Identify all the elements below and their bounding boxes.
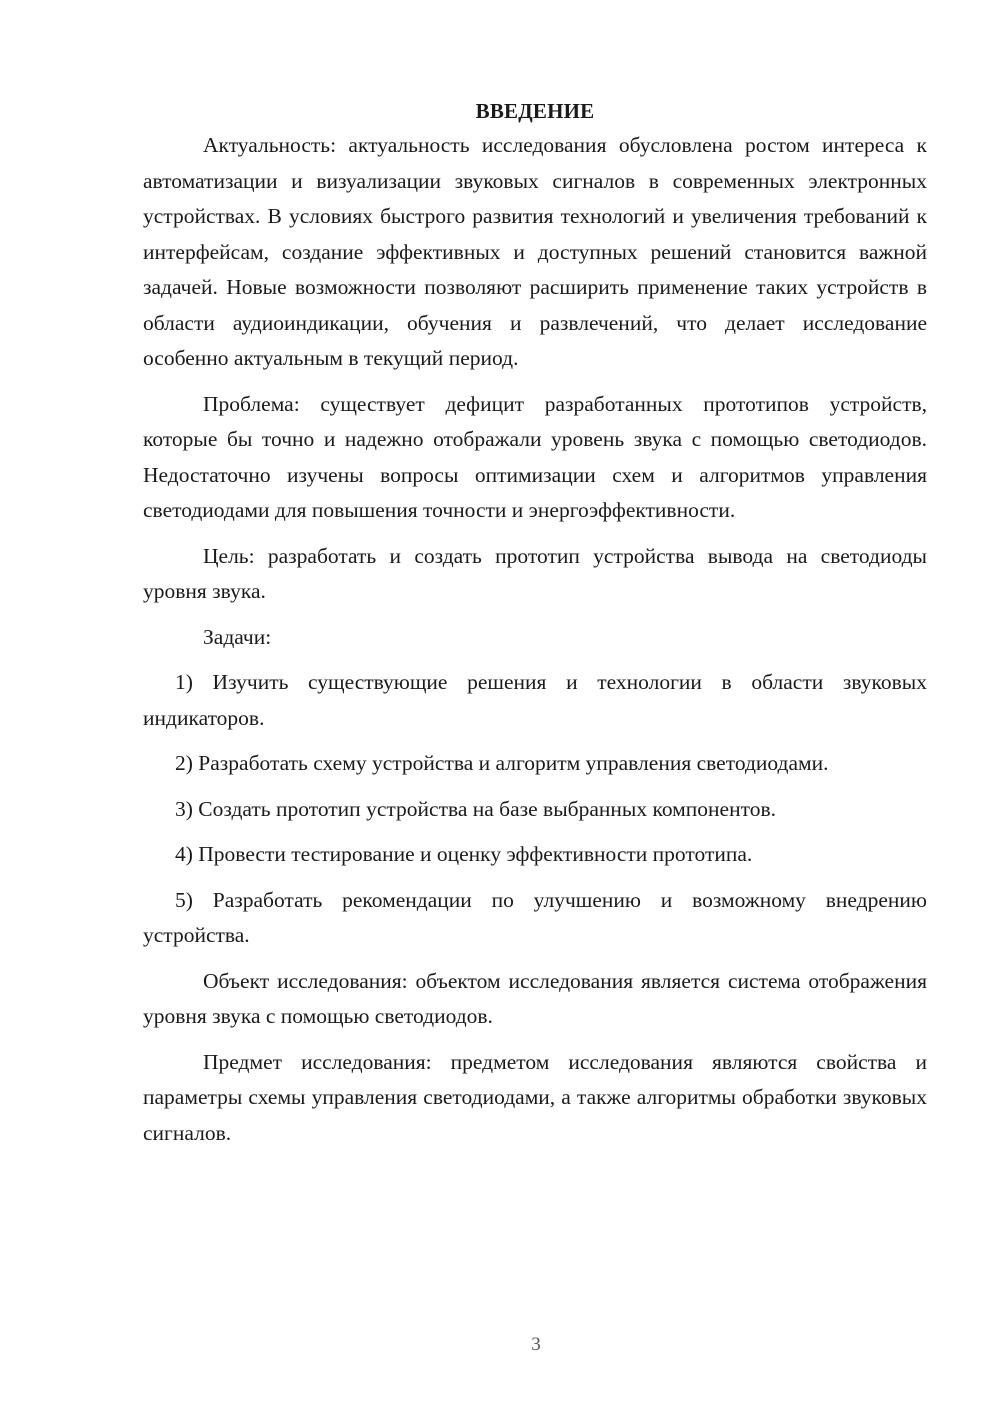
tasks-label: Задачи:	[203, 624, 272, 649]
problem-paragraph: Проблема: существует дефицит разработанных прототипов устройств, которые бы точно и надежно отображали уровень звука с помощью светодиодов. Недостаточно изучены вопросы оптимизации схем и алгоритмов управления светодиодами для повышения точности и энергоэффективности.	[143, 391, 927, 522]
task-item: 2) Разработать схему устройства и алгоритм управления светодиодами.	[175, 751, 829, 775]
goal-paragraph: Цель: разработать и создать прототип устройства вывода на светодиоды уровня звука.	[143, 543, 927, 603]
task-item: 3) Создать прототип устройства на базе выбранных компонентов.	[175, 796, 776, 821]
document-page	[143, 96, 927, 1161]
relevance-paragraph: Актуальность: актуальность исследования обусловлена ростом интереса к автоматизации и визуализации звуковых сигналов в современных электронных устройствах. В условиях быстрого развития технологий и увеличения требований к интерфейсам, создание эффективных и доступных решений становится важной задачей. Новые возможности позволяют расширить применение таких устройств в области аудиоиндикации, обучения и развлечений, что делает исследование особенно актуальным в текущий период.	[143, 133, 927, 370]
subject-paragraph: Предмет исследования: предметом исследования являются свойства и параметры схемы управления светодиодами, а также алгоритмы обработки звуковых сигналов.	[143, 1049, 927, 1145]
object-paragraph: Объект исследования: объектом исследования является система отображения уровня звука с помощью светодиодов.	[143, 968, 927, 1028]
section-heading: ВВЕДЕНИЕ	[475, 99, 595, 123]
task-item: 1) Изучить существующие решения и технологии в области звуковых индикаторов.	[143, 670, 927, 730]
task-item: 5) Разработать рекомендации по улучшению и возможному внедрению устройства.	[143, 887, 927, 947]
page-number: 3	[531, 1334, 541, 1355]
task-item: 4) Провести тестирование и оценку эффективности прототипа.	[175, 842, 753, 866]
